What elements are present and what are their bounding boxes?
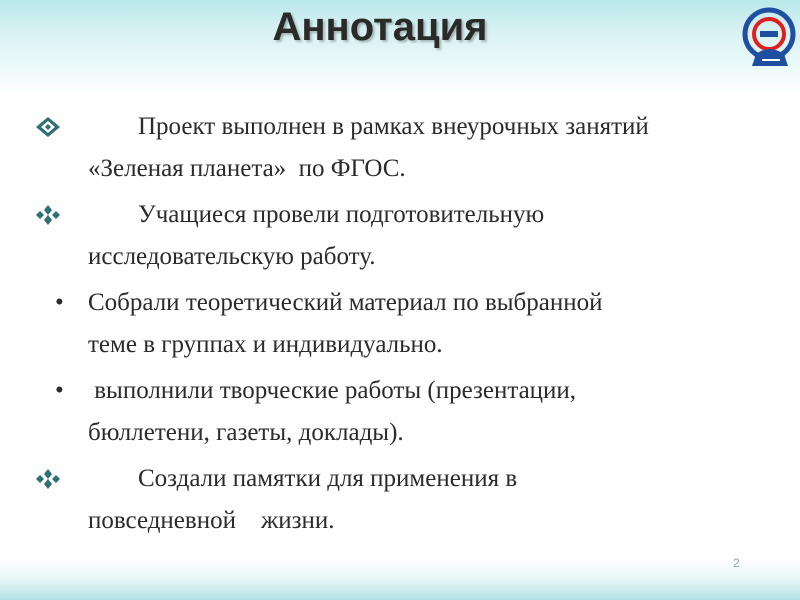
four-diamond-bullet-icon xyxy=(36,469,60,489)
list-item-line: бюллетени, газеты, доклады). xyxy=(88,419,404,446)
list-item-line: теме в группах и индивидуально. xyxy=(88,331,443,358)
four-diamond-bullet-icon xyxy=(36,205,60,225)
list-item-line: Проект выполнен в рамках внеурочных занятий xyxy=(88,113,649,140)
list-item-line: выполнили творческие работы (презентации, xyxy=(88,377,577,404)
slide-title: Аннотация xyxy=(272,5,488,49)
page-number: 2 xyxy=(733,556,740,570)
list-item-line: Создали памятки для применения в xyxy=(88,465,518,492)
diamond-bullet-icon xyxy=(36,117,60,137)
list-item-text xyxy=(88,370,778,454)
list-item-line: Собрали теоретический материал по выбранной xyxy=(88,289,603,316)
list-item-line: Учащиеся провели подготовительную xyxy=(88,201,545,228)
list-item-text xyxy=(88,106,778,190)
list-item-line: повседневной жизни. xyxy=(88,507,335,534)
logo-icon xyxy=(740,4,798,70)
dot-bullet-icon: • xyxy=(55,289,64,316)
dot-bullet-icon: • xyxy=(55,377,64,404)
list-item-text xyxy=(88,282,778,366)
list-item-text xyxy=(88,194,778,278)
list-item-line: «Зеленая планета» по ФГОС. xyxy=(88,155,406,182)
list-item-line: исследовательскую работу. xyxy=(88,243,376,270)
list-item-text xyxy=(88,458,778,542)
